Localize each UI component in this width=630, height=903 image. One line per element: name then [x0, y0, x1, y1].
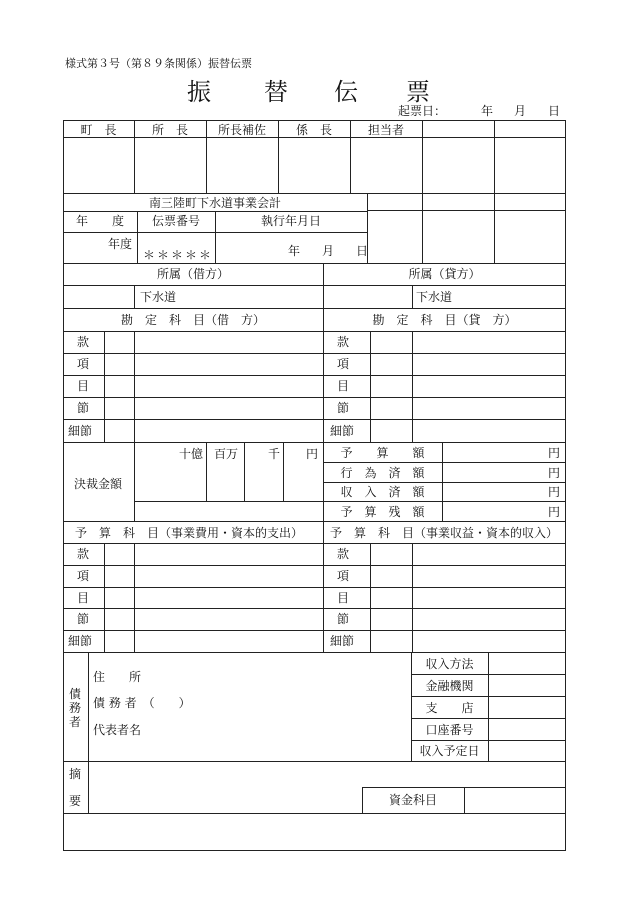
divider	[411, 740, 566, 741]
divider	[88, 652, 89, 813]
approval-section-chief: 係 長	[295, 123, 332, 137]
budget-revenue-setsu: 節	[337, 612, 350, 626]
subject-debit-saisetsu: 細節	[68, 424, 93, 438]
committed-amount-label: 行 為 済 額	[340, 466, 425, 480]
subject-debit-moku: 目	[77, 379, 90, 393]
budget-revenue-kou: 項	[337, 569, 350, 583]
divider	[63, 761, 566, 762]
divider	[63, 565, 566, 566]
issue-month-label: 月	[514, 104, 527, 118]
payment-method-label: 収入方法	[425, 657, 474, 671]
unit-billion: 十億	[179, 447, 204, 461]
divider	[63, 630, 566, 631]
unit-million: 百万	[214, 447, 239, 461]
budget-expense-setsu: 節	[77, 612, 90, 626]
divider	[206, 442, 207, 501]
subject-debit-kou: 項	[77, 357, 90, 371]
divider	[63, 419, 566, 420]
issue-date-label: 起票日：	[398, 104, 447, 118]
voucher-number-label: 伝票番号	[151, 214, 200, 228]
budget-expense-header: 予 算 科 目（事業費用・資本的支出）	[75, 526, 304, 540]
approval-header-line	[63, 137, 566, 138]
branch-label: 支 店	[425, 701, 474, 715]
divider	[464, 787, 465, 813]
issue-year-label: 年	[481, 104, 494, 118]
budget-revenue-kan: 款	[337, 547, 350, 561]
title-char-2: 替	[264, 78, 288, 106]
divider	[323, 308, 324, 442]
yen-received: 円	[548, 485, 561, 499]
expected-date-label: 収入予定日	[419, 744, 480, 758]
debtor-representative-label: 代表者名	[93, 723, 142, 737]
divider	[63, 397, 566, 398]
divider	[323, 521, 324, 652]
divider	[63, 375, 566, 376]
fiscal-year-suffix: 年度	[108, 237, 133, 251]
bank-label: 金融機関	[425, 679, 474, 693]
subject-credit-moku: 目	[337, 379, 350, 393]
title-char-1: 振	[187, 78, 211, 106]
fiscal-year-label: 年 度	[75, 214, 124, 228]
exec-day: 日	[356, 244, 369, 258]
unit-thousand: 千	[268, 447, 281, 461]
divider	[134, 501, 323, 502]
budget-revenue-moku: 目	[337, 591, 350, 605]
subject-debit-kan: 款	[77, 335, 90, 349]
yen-committed: 円	[548, 466, 561, 480]
dept-debit-value: 下水道	[140, 290, 177, 304]
summary-label-top: 摘	[69, 767, 82, 781]
subject-credit-header: 勘 定 科 目（貸 方）	[372, 313, 517, 327]
divider	[411, 674, 566, 675]
divider	[63, 813, 566, 814]
divider	[244, 442, 245, 501]
divider	[63, 442, 566, 443]
exec-date-label: 執行年月日	[260, 214, 321, 228]
debtor-address-label: 住 所	[93, 670, 142, 684]
divider	[412, 543, 413, 652]
debtor-label: 債務者	[69, 687, 82, 729]
divider	[63, 608, 566, 609]
divider	[412, 285, 413, 308]
yen-budget: 円	[548, 446, 561, 460]
divider	[323, 501, 566, 502]
divider	[323, 482, 566, 483]
divider	[283, 442, 284, 501]
subject-credit-kou: 項	[337, 357, 350, 371]
divider	[134, 331, 135, 442]
exec-month: 月	[322, 244, 335, 258]
divider	[134, 285, 135, 308]
debtor-name-label: 債 務 者 （ ）	[93, 696, 191, 710]
divider	[63, 587, 566, 588]
divider	[134, 543, 135, 652]
received-amount-label: 収 入 済 額	[340, 485, 425, 499]
approval-person-in-charge: 担当者	[367, 123, 404, 137]
title-char-4: 票	[406, 78, 430, 106]
dept-credit-header: 所属（貸方）	[408, 267, 481, 281]
divider	[63, 353, 566, 354]
budget-expense-moku: 目	[77, 591, 90, 605]
issue-day-label: 日	[548, 104, 561, 118]
divider	[411, 718, 566, 719]
divider	[411, 696, 566, 697]
form-note: 様式第３号（第８９条関係）振替伝票	[65, 57, 252, 70]
account-number-label: 口座番号	[425, 723, 474, 737]
budget-expense-saisetsu: 細節	[68, 634, 93, 648]
decision-amount-label: 決裁金額	[74, 477, 123, 491]
unit-yen: 円	[306, 447, 319, 461]
subject-credit-saisetsu: 細節	[330, 424, 355, 438]
yen-remaining: 円	[548, 505, 561, 519]
divider	[63, 521, 566, 522]
dept-credit-value: 下水道	[416, 290, 453, 304]
divider	[370, 543, 371, 652]
dept-debit-header: 所属（借方）	[156, 267, 229, 281]
divider	[63, 263, 566, 264]
divider	[104, 543, 105, 652]
divider	[442, 442, 443, 521]
divider	[488, 652, 489, 761]
divider	[422, 120, 423, 263]
divider	[494, 120, 495, 263]
subject-credit-kan: 款	[337, 335, 350, 349]
budget-expense-kou: 項	[77, 569, 90, 583]
budget-revenue-header: 予 算 科 目（事業収益・資本的収入）	[330, 526, 559, 540]
divider	[63, 543, 566, 544]
approval-mayor: 町 長	[80, 123, 117, 137]
divider	[104, 331, 105, 442]
divider	[63, 308, 566, 309]
accounting-name: 南三陸町下水道事業会計	[148, 196, 281, 210]
divider	[63, 652, 566, 653]
divider	[323, 462, 566, 463]
divider	[412, 331, 413, 442]
approval-deputy-director: 所長補佐	[217, 123, 266, 137]
budget-revenue-saisetsu: 細節	[330, 634, 355, 648]
fund-subject-label: 資金科目	[388, 793, 437, 807]
subject-debit-setsu: 節	[77, 401, 90, 415]
exec-year: 年	[288, 244, 301, 258]
budget-amount-label: 予 算 額	[340, 446, 425, 460]
budget-expense-kan: 款	[77, 547, 90, 561]
summary-label-bottom: 要	[69, 794, 82, 808]
divider	[63, 193, 566, 194]
approval-director: 所 長	[151, 123, 188, 137]
title-char-3: 伝	[334, 78, 358, 106]
voucher-number-value: ＊＊＊＊＊	[143, 248, 214, 262]
subject-debit-header: 勘 定 科 目（借 方）	[120, 313, 265, 327]
subject-credit-setsu: 節	[337, 401, 350, 415]
budget-remaining-label: 予 算 残 額	[340, 505, 425, 519]
divider	[63, 331, 566, 332]
divider	[134, 442, 135, 521]
divider	[370, 331, 371, 442]
divider	[367, 210, 566, 211]
divider	[63, 285, 566, 286]
form-frame	[63, 120, 566, 851]
